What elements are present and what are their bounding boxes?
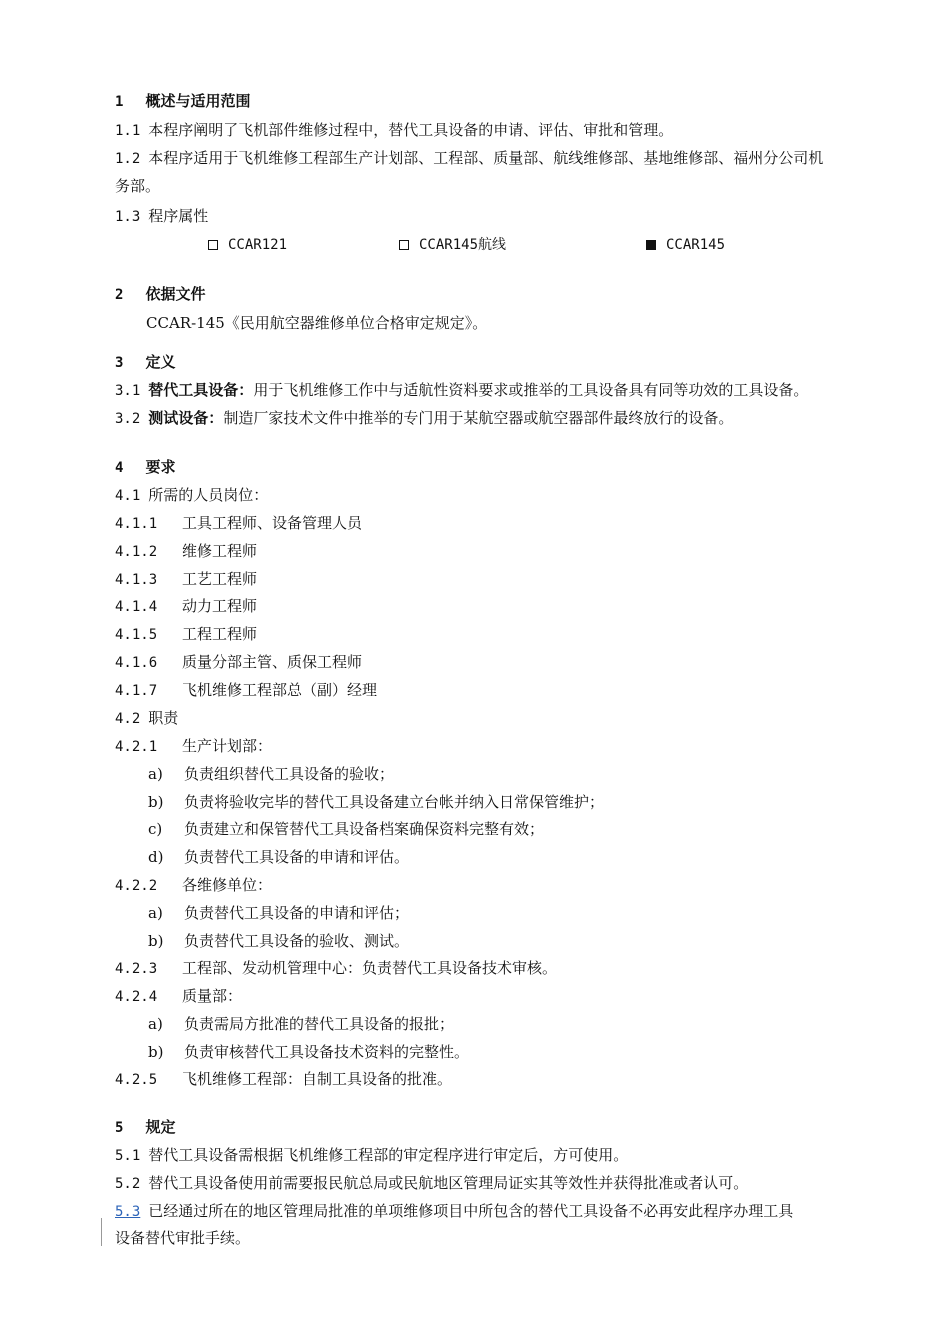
text: 务部。	[115, 177, 161, 195]
text: 用于飞机维修工作中与适航性资料要求或推举的工具设备具有同等功效的工具设备。	[253, 381, 809, 399]
text: 4.1.7	[115, 683, 158, 699]
text: 4.2.5	[115, 1072, 158, 1088]
clause-4-2-1	[115, 736, 272, 757]
text: 质量分部主管、质保工程师	[182, 653, 363, 671]
clause-5-3-cont	[115, 1228, 250, 1248]
text: 负责替代工具设备的申请和评估。	[184, 848, 410, 866]
role-item	[115, 596, 257, 617]
text: 测试设备：	[148, 409, 224, 427]
clause-1-3	[115, 206, 208, 227]
text: 本程序阐明了飞机部件维修过程中，替代工具设备的申请、评估、审批和管理。	[148, 121, 674, 139]
text: 负责将验收完毕的替代工具设备建立台帐并纳入日常保管维护；	[184, 793, 605, 811]
text: a)	[148, 904, 163, 922]
text: 规定	[145, 1118, 176, 1136]
clause-5-2	[115, 1173, 748, 1194]
text: 4.2.3	[115, 961, 158, 977]
text: CCAR-145《民用航空器维修单位合格审定规定》。	[146, 314, 488, 332]
text: 负责审核替代工具设备技术资料的完整性。	[184, 1043, 470, 1061]
clause-4-1	[115, 485, 268, 506]
text: 替代工具设备需根据飞机维修工程部的审定程序进行审定后，方可使用。	[148, 1146, 629, 1164]
text: 1.3	[115, 209, 141, 225]
role-item	[115, 569, 257, 590]
text: 概述与适用范围	[145, 92, 251, 110]
text: 4.1.5	[115, 627, 158, 643]
role-item	[115, 541, 257, 562]
clause-3-1	[115, 380, 808, 401]
clause-4-2-2	[115, 875, 272, 896]
text: 已经通过所在的地区管理局批准的单项维修项目中所包含的替代工具设备不必再安此程序办理工具	[148, 1202, 794, 1220]
text: 维修工程师	[182, 542, 258, 560]
text: 工程部、发动机管理中心：负责替代工具设备技术审核。	[182, 959, 558, 977]
text: b)	[148, 932, 164, 950]
text: CCAR145航线	[419, 237, 507, 253]
list-item	[148, 764, 394, 784]
text: 1.2	[115, 151, 141, 167]
option-ccar121[interactable]	[208, 235, 287, 255]
text: 4.2.2	[115, 878, 158, 894]
text: 1	[115, 94, 124, 110]
clause-1-1	[115, 120, 673, 141]
text: 5.1	[115, 1148, 141, 1164]
text: 本程序适用于飞机维修工程部生产计划部、工程部、质量部、航线维修部、基地维修部、福州分公司机	[148, 149, 824, 167]
section-1-heading	[115, 91, 250, 112]
section-3-heading	[115, 352, 175, 373]
text: 2	[115, 287, 124, 303]
text: b)	[148, 793, 164, 811]
section-5-heading	[115, 1117, 175, 1138]
section-4-heading	[115, 457, 175, 478]
checkbox-empty-icon[interactable]	[399, 240, 409, 250]
text: 负责需局方批准的替代工具设备的报批；	[184, 1015, 455, 1033]
text: CCAR121	[228, 237, 288, 253]
text: 负责替代工具设备的验收、测试。	[184, 932, 410, 950]
checkbox-empty-icon[interactable]	[208, 240, 218, 250]
text: 4.1	[115, 488, 141, 504]
text: c)	[148, 820, 163, 838]
option-ccar145-line[interactable]	[399, 235, 506, 255]
clause-4-2-5	[115, 1069, 452, 1090]
clause-4-2-4	[115, 986, 242, 1007]
text: 4.1.1	[115, 516, 158, 532]
list-item	[148, 792, 604, 812]
clause-1-2	[115, 148, 823, 169]
role-item	[115, 680, 377, 701]
text: 所需的人员岗位：	[148, 486, 269, 504]
text: 设备替代审批手续。	[115, 1229, 251, 1247]
text: 要求	[145, 458, 176, 476]
text: 3.1	[115, 383, 141, 399]
text: 替代工具设备使用前需要报民航总局或民航地区管理局证实其等效性并获得批准或者认可。	[148, 1174, 749, 1192]
text: 5.2	[115, 1176, 141, 1192]
text: a)	[148, 1015, 163, 1033]
clause-4-2	[115, 708, 178, 729]
text: 4.1.4	[115, 599, 158, 615]
text: 4.1.6	[115, 655, 158, 671]
text: 职责	[148, 709, 179, 727]
text: 程序属性	[148, 207, 209, 225]
text: 工艺工程师	[182, 570, 258, 588]
text: 4.2.4	[115, 989, 158, 1005]
role-item	[115, 652, 362, 673]
text: b)	[148, 1043, 164, 1061]
list-item	[148, 1042, 469, 1062]
revision-bar	[101, 1218, 102, 1246]
role-item	[115, 624, 257, 645]
checkbox-filled-icon[interactable]	[646, 240, 656, 250]
text: d)	[148, 848, 164, 866]
reference-document	[146, 313, 487, 333]
text: 4.1.3	[115, 572, 158, 588]
list-item	[148, 903, 409, 923]
list-item	[148, 1014, 454, 1034]
text: 制造厂家技术文件中推举的专门用于某航空器或航空器部件最终放行的设备。	[223, 409, 734, 427]
text: a)	[148, 765, 163, 783]
clause-3-2	[115, 408, 733, 429]
clause-5-1	[115, 1145, 628, 1166]
text: 4.1.2	[115, 544, 158, 560]
text: 1.1	[115, 123, 141, 139]
text: 飞机维修工程部总（副）经理	[182, 681, 378, 699]
text: 工程工程师	[182, 625, 258, 643]
clause-4-2-3	[115, 958, 557, 979]
text: 负责建立和保管替代工具设备档案确保资料完整有效；	[184, 820, 545, 838]
text: 3	[115, 355, 124, 371]
text: 工具工程师、设备管理人员	[182, 514, 363, 532]
text: CCAR145	[666, 237, 726, 253]
text: 5	[115, 1120, 124, 1136]
text: 4	[115, 460, 124, 476]
section-2-heading	[115, 284, 205, 305]
text: 4.2	[115, 711, 141, 727]
role-item	[115, 513, 362, 534]
text: 依据文件	[145, 285, 206, 303]
text: 定义	[145, 353, 176, 371]
list-item	[148, 819, 544, 839]
text: 负责组织替代工具设备的验收；	[184, 765, 395, 783]
text: 飞机维修工程部：自制工具设备的批准。	[182, 1070, 453, 1088]
clause-1-2-cont	[115, 176, 160, 196]
text: 动力工程师	[182, 597, 258, 615]
list-item	[148, 931, 409, 951]
text: 3.2	[115, 411, 141, 427]
text: 质量部：	[182, 987, 243, 1005]
clause-5-3-link[interactable]: 5.3	[115, 1204, 141, 1220]
option-ccar145[interactable]	[646, 235, 725, 255]
text: 替代工具设备：	[148, 381, 254, 399]
text: 4.2.1	[115, 739, 158, 755]
text: 生产计划部：	[182, 737, 273, 755]
text: 负责替代工具设备的申请和评估；	[184, 904, 410, 922]
text: 各维修单位：	[182, 876, 273, 894]
clause-5-3	[115, 1201, 793, 1222]
list-item	[148, 847, 409, 867]
